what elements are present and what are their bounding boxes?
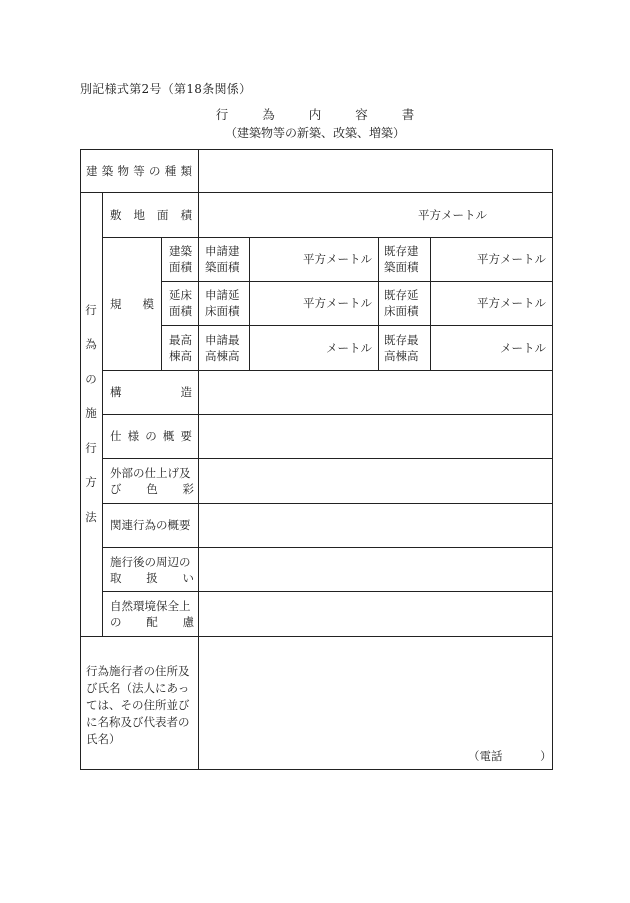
- building-type-label: 建 築 物 等 の 種 類: [86, 164, 192, 178]
- applied-floor-area-unit: 平方メートル: [303, 296, 372, 310]
- after-field[interactable]: [199, 548, 551, 591]
- related-field[interactable]: [199, 504, 551, 547]
- applied-max-height-unit: メートル: [326, 341, 372, 355]
- existing-floor-area-unit: 平方メートル: [477, 296, 546, 310]
- site-area-field[interactable]: [199, 193, 409, 237]
- floor-area-label: 延床 面積: [169, 288, 192, 318]
- phone-label: （電話 ）: [468, 749, 552, 763]
- applicant-label: 行為施行者の住所及 び氏名（法人にあっ ては、その住所並び に名称及び代表者の 氏名）: [86, 664, 190, 746]
- related-label: 関連行為の概要: [110, 518, 191, 532]
- existing-max-height-label: 既存最 高棟高: [384, 333, 419, 363]
- spec-label: 仕 様 の 概 要: [110, 429, 192, 443]
- structure-label: 構 造: [110, 385, 192, 399]
- exterior-label: 外部の仕上げ及 び 色 彩: [110, 466, 194, 496]
- site-area-unit: 平方メートル: [418, 208, 487, 222]
- existing-max-height-unit: メートル: [500, 341, 546, 355]
- exterior-field[interactable]: [199, 459, 551, 503]
- applicant-field[interactable]: [199, 637, 551, 742]
- existing-floor-area-label: 既存延 床面積: [384, 288, 419, 318]
- building-type-field[interactable]: [199, 150, 551, 192]
- building-area-label: 建築 面積: [169, 244, 192, 274]
- existing-building-area-label: 既存建 築面積: [384, 244, 419, 274]
- nature-label: 自然環境保全上 の 配 慮: [110, 599, 194, 629]
- site-area-label: 敷 地 面 積: [110, 208, 192, 222]
- applied-floor-area-label: 申請延 床面積: [205, 288, 240, 318]
- applied-building-area-label: 申請建 築面積: [205, 244, 240, 274]
- existing-building-area-unit: 平方メートル: [477, 252, 546, 266]
- scale-label: 規 模: [110, 297, 154, 311]
- max-height-label: 最高 棟高: [169, 333, 192, 363]
- page-title: 行 為 内 容 書: [215, 107, 415, 122]
- applied-max-height-label: 申請最 高棟高: [205, 333, 240, 363]
- after-label: 施行後の周辺の 取 扱 い: [110, 555, 194, 585]
- page-subtitle: （建築物等の新築、改築、増築）: [224, 126, 405, 140]
- applied-building-area-unit: 平方メートル: [303, 252, 372, 266]
- structure-field[interactable]: [199, 371, 551, 414]
- nature-field[interactable]: [199, 592, 551, 636]
- spec-field[interactable]: [199, 415, 551, 458]
- form-number: 別記様式第2号（第18条関係）: [80, 82, 252, 96]
